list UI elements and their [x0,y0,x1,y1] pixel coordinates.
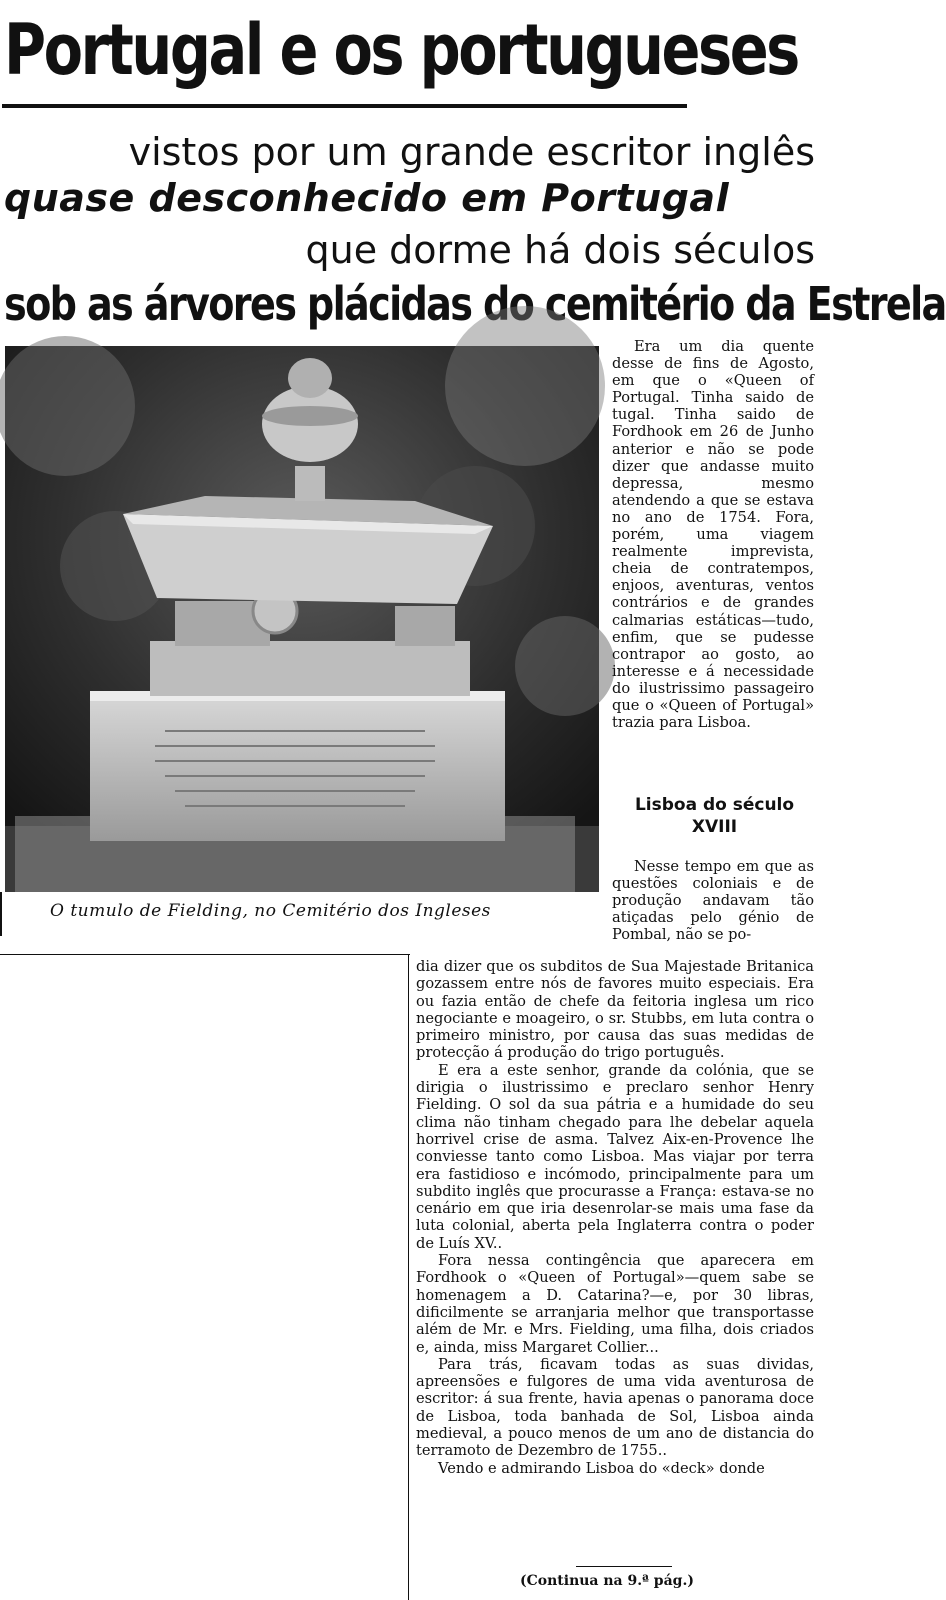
caption-frame-left [0,892,2,936]
subheadline-line-1: vistos por um grande escritor inglês [128,130,815,174]
article-paragraph: Fora nessa contingência que aparecera em Fordhook o «Queen of Portugal»—quem sabe se homenagem a D. Catarina?—e, por 30 libras, dificilmente se arranjaria melhor que transportasse além de Mr. e Mrs. Fielding, uma filha, dois criados e, ainda, miss Margaret Collier... [416,1252,814,1356]
tomb-photo [5,346,599,892]
article-column-3 [416,958,814,1477]
article-paragraph: E era a este senhor, grande da colónia, que se dirigia o ilustrissimo e preclaro senhor Henry Fielding. O sol da sua pátria e a humidade do seu clima não tinham chegado para lhe debelar aquela horrivel crise de asma. Talvez Aix-en-Provence lhe conviesse tanto como Lisboa. Mas viajar por terra era fastidioso e incómodo, principalmente para um subdito inglês que procurasse a França: estava-se no cenário em que iria desenrolar-se mais uma fase da luta colonial, aberta pela Inglaterra contra o poder de Luís XV.. [416,1061,814,1252]
section-subheading: Lisboa do século XVIII [634,795,795,837]
article-paragraph: Vendo e admirando Lisboa do «deck» donde [438,1459,765,1477]
article-column-1 [612,338,814,731]
article-paragraph: Para trás, ficavam todas as suas dividas, apreensões e fulgores de uma vida aventurosa de escritor: á sua frente, havia apenas o panorama doce de Lisboa, toda banhada de Sol, Lisboa ainda medieval, a pouco menos de um ano de distancia do terramoto de Dezembro de 1755.. [416,1355,814,1460]
article-column-2 [612,858,814,943]
column-divider-horizontal [0,954,410,955]
subheadline-line-3: que dorme há dois séculos [305,228,815,272]
column-divider-vertical [408,954,409,1600]
headline-title: Portugal e os portugueses [4,9,798,91]
title-rule [2,104,687,108]
photo-caption: O tumulo de Fielding, no Cemitério dos Ingleses [50,901,491,921]
tomb-illustration [5,346,599,892]
article-paragraph: Era um dia quente desse de fins de Agosto, em que o «Queen of Portugal. Tinha saido de tugal. Tinha saido de Fordhook em 26 de Junho anterior e não se pode dizer que andasse muito depressa, mesmo atendendo a que se estava no ano de 1754. Fora, porém, uma viagem realmente imprevista, cheia de contratempos, enjoos, aventuras, ventos contrários e de grandes calmarias estáticas—tudo, enfim, que se pudesse contrapor ao gosto, ao interesse e á necessidade do ilustrissimo passageiro que o «Queen of Portugal» trazia para Lisboa. [612,338,814,732]
article-paragraph: dia dizer que os subditos de Sua Majestade Britanica gozassem entre nós de favores muito especiais. Era ou fazia então de chefe da feitoria inglesa um rico negociante e moageiro, o sr. Stubbs, em luta contra o primeiro ministro, por causa das suas medidas de protecção á produção do trigo português. [416,958,814,1062]
article-paragraph: Nesse tempo em que as questões coloniais e de produção andavam tão atiçadas pelo génio de Pombal, não se po- [612,858,814,944]
continuation-rule [576,1566,672,1567]
continuation-note: (Continua na 9.ª pág.) [520,1573,694,1589]
subheadline-line-2: quase desconhecido em Portugal [4,176,730,220]
subheadline-line-4: sob as árvores plácidas do cemitério da Estrela [4,277,946,331]
